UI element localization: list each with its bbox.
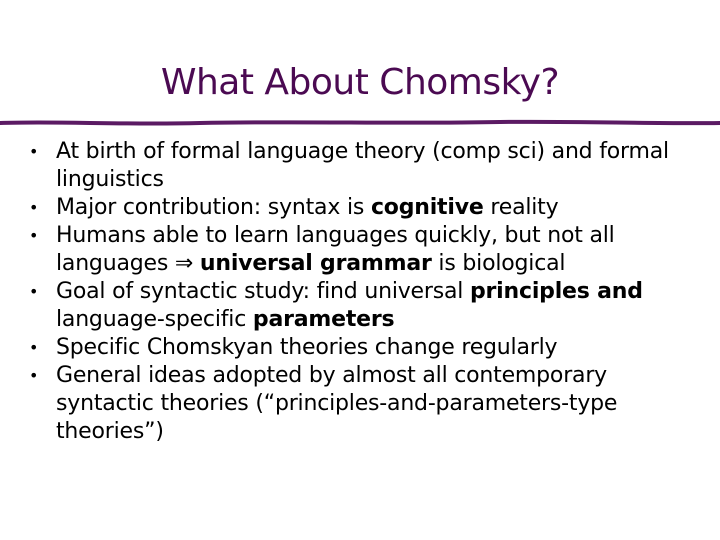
bullet-text: At birth of formal language theory (comp sci) and formal linguistics xyxy=(56,139,669,192)
slide-title: What About Chomsky? xyxy=(160,62,560,103)
bullet-dot: • xyxy=(29,142,39,161)
bullet-text: General ideas adopted by almost all contemporary syntactic theories (“principles-and-parameters-type theories”) xyxy=(56,363,618,444)
bullet-text: Specific Chomskyan theories change regularly xyxy=(56,335,558,360)
bullet-item xyxy=(26,362,706,446)
bullet-item xyxy=(26,222,706,278)
title-underline-stroke xyxy=(0,122,720,124)
bullet-item xyxy=(26,194,706,222)
bullet-text: Humans able to learn languages quickly, but not all languages ⇒ universal grammar is biological xyxy=(56,223,615,276)
bullet-text: Goal of syntactic study: find universal principles and language-specific parameters xyxy=(56,279,643,332)
bullet-list xyxy=(26,138,706,446)
bullet-item xyxy=(26,334,706,362)
bullet-dot: • xyxy=(29,226,39,245)
bullet-text: Major contribution: syntax is cognitive reality xyxy=(56,195,559,220)
bullet-item xyxy=(26,278,706,334)
implies-symbol: ⇒ xyxy=(174,251,194,276)
bullet-dot: • xyxy=(29,366,39,385)
bullet-item xyxy=(26,138,706,194)
bullet-dot: • xyxy=(29,338,39,357)
bullet-dot: • xyxy=(29,282,39,301)
title-underline xyxy=(0,116,720,130)
bullet-dot: • xyxy=(29,198,39,217)
